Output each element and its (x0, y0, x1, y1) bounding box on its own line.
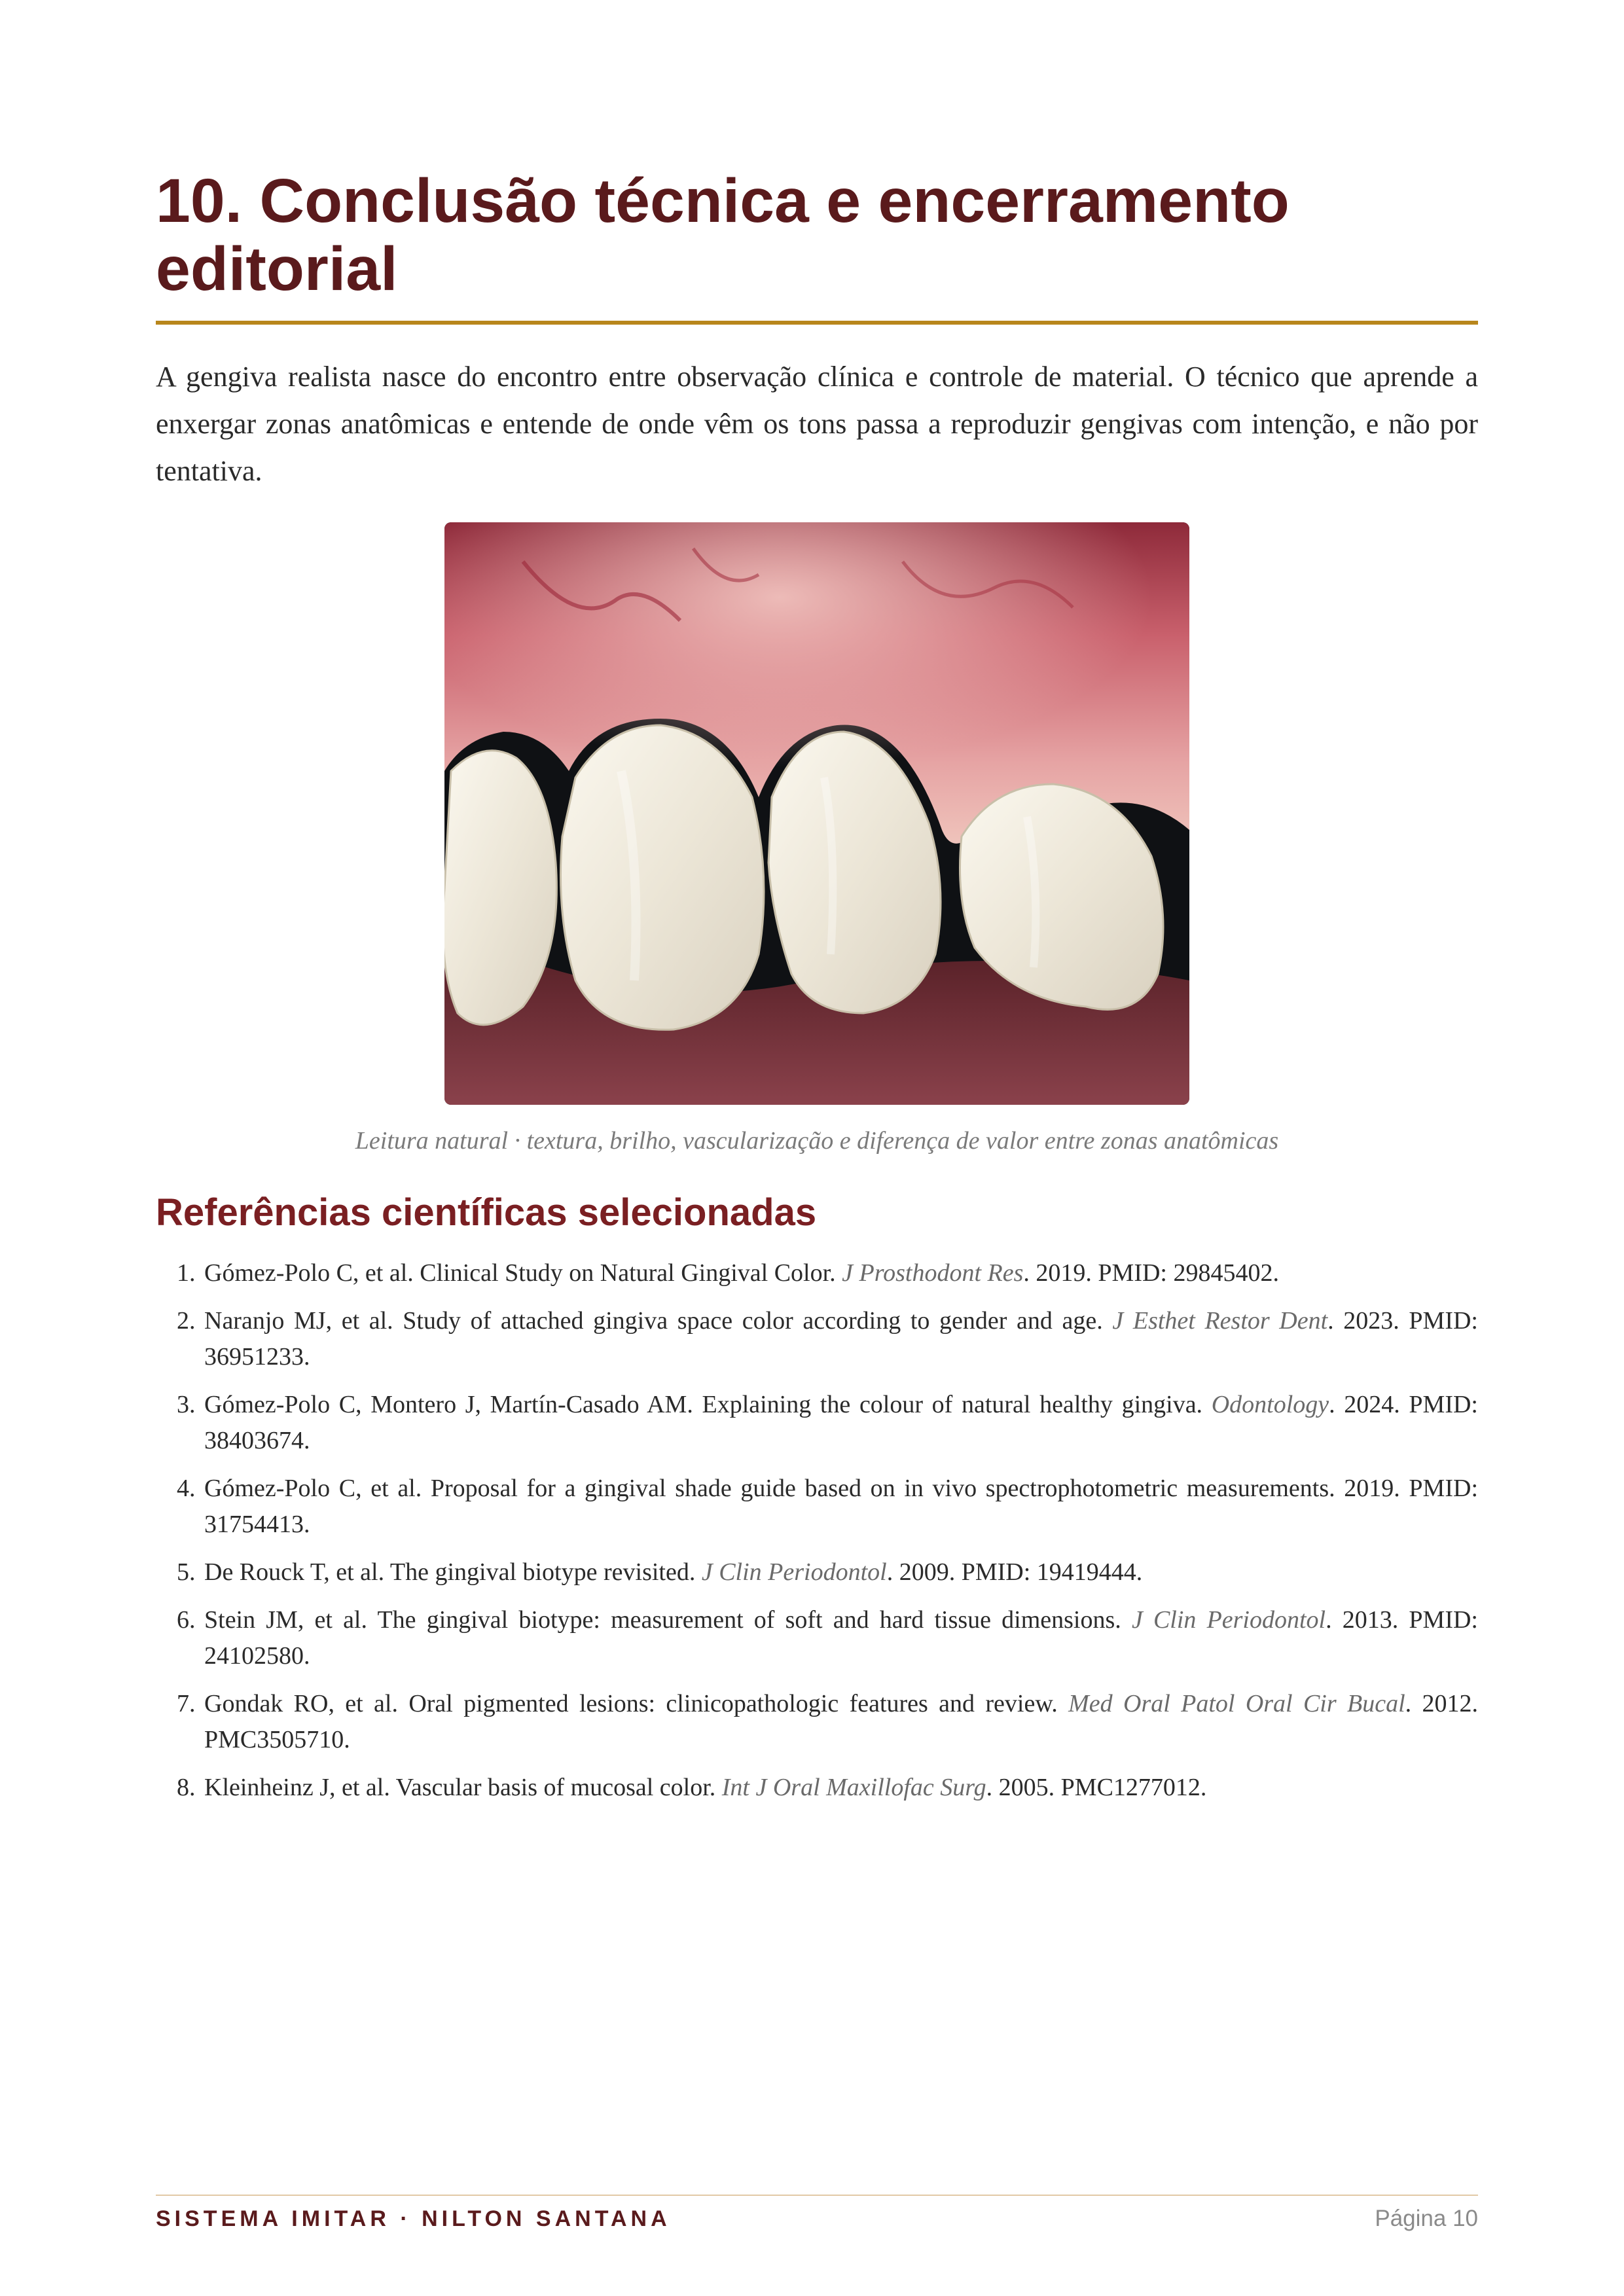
footer-brand: SISTEMA IMITAR · NILTON SANTANA (156, 2206, 671, 2231)
reference-item (156, 1770, 1478, 1806)
gingiva-photo (444, 522, 1189, 1105)
reference-number: 8. (177, 1774, 196, 1801)
reference-number: 4. (177, 1475, 196, 1502)
intro-paragraph: A gengiva realista nasce do encontro entre observação clínica e controle de material. O técnico que aprende a enxergar zonas anatômicas e entende de onde vêm os tons passa a reproduzir gengivas com intenção, e não por tentativa. (156, 361, 1478, 487)
reference-item (156, 1686, 1478, 1758)
reference-journal: Med Oral Patol Oral Cir Bucal (1068, 1690, 1405, 1717)
reference-item (156, 1387, 1478, 1459)
title-divider (156, 321, 1478, 325)
reference-number: 5. (177, 1558, 196, 1586)
reference-number: 2. (177, 1307, 196, 1335)
reference-item (156, 1303, 1478, 1375)
reference-journal: J Clin Periodontol (701, 1558, 887, 1586)
reference-text: Gómez-Polo C, Montero J, Martín-Casado AM. Explaining the colour of natural healthy gingiva. (204, 1391, 1212, 1418)
references-list (156, 1255, 1478, 1818)
reference-text: De Rouck T, et al. The gingival biotype revisited. (204, 1558, 702, 1586)
section-title: 10. Conclusão técnica e encerramento editorial (156, 166, 1290, 304)
reference-journal: Int J Oral Maxillofac Surg (721, 1774, 986, 1801)
footer-divider (156, 2195, 1478, 2196)
reference-number: 6. (177, 1606, 196, 1634)
reference-item (156, 1602, 1478, 1674)
reference-details: . 2024. PMID: 38403674. (204, 1391, 1478, 1454)
reference-details: . 2013. PMID: 24102580. (204, 1606, 1478, 1670)
reference-details: . 2019. PMID: 29845402. (1023, 1259, 1279, 1287)
reference-details: . 2005. PMC1277012. (986, 1774, 1207, 1801)
figure-caption: Leitura natural · textura, brilho, vascularização e diferença de valor entre zonas anatômicas (355, 1127, 1279, 1155)
reference-text: Kleinheinz J, et al. Vascular basis of mucosal color. (204, 1774, 722, 1801)
reference-details: . 2009. PMID: 19419444. (886, 1558, 1143, 1586)
reference-number: 1. (177, 1259, 196, 1287)
reference-journal: Odontology (1211, 1391, 1329, 1418)
reference-text: Naranjo MJ, et al. Study of attached gingiva space color according to gender and age. (204, 1307, 1113, 1335)
references-heading: Referências científicas selecionadas (156, 1191, 817, 1234)
reference-item (156, 1255, 1478, 1291)
page-number: Página 10 (1375, 2206, 1478, 2231)
reference-journal: J Prosthodont Res (842, 1259, 1024, 1287)
reference-details: . 2012. PMC3505710. (204, 1690, 1478, 1753)
reference-item (156, 1471, 1478, 1543)
reference-text: Gómez-Polo C, et al. Proposal for a gingival shade guide based on in vivo spectrophotometric measurements. 2019. PMID: 31754413. (204, 1475, 1478, 1538)
reference-number: 3. (177, 1391, 196, 1418)
reference-text: Gondak RO, et al. Oral pigmented lesions: clinicopathologic features and review. (204, 1690, 1069, 1717)
reference-details: . 2023. PMID: 36951233. (204, 1307, 1478, 1371)
reference-item (156, 1554, 1478, 1590)
reference-text: Gómez-Polo C, et al. Clinical Study on Natural Gingival Color. (204, 1259, 842, 1287)
reference-text: Stein JM, et al. The gingival biotype: measurement of soft and hard tissue dimensions. (204, 1606, 1132, 1634)
reference-number: 7. (177, 1690, 196, 1717)
reference-journal: J Clin Periodontol (1131, 1606, 1326, 1634)
reference-journal: J Esthet Restor Dent (1112, 1307, 1328, 1335)
